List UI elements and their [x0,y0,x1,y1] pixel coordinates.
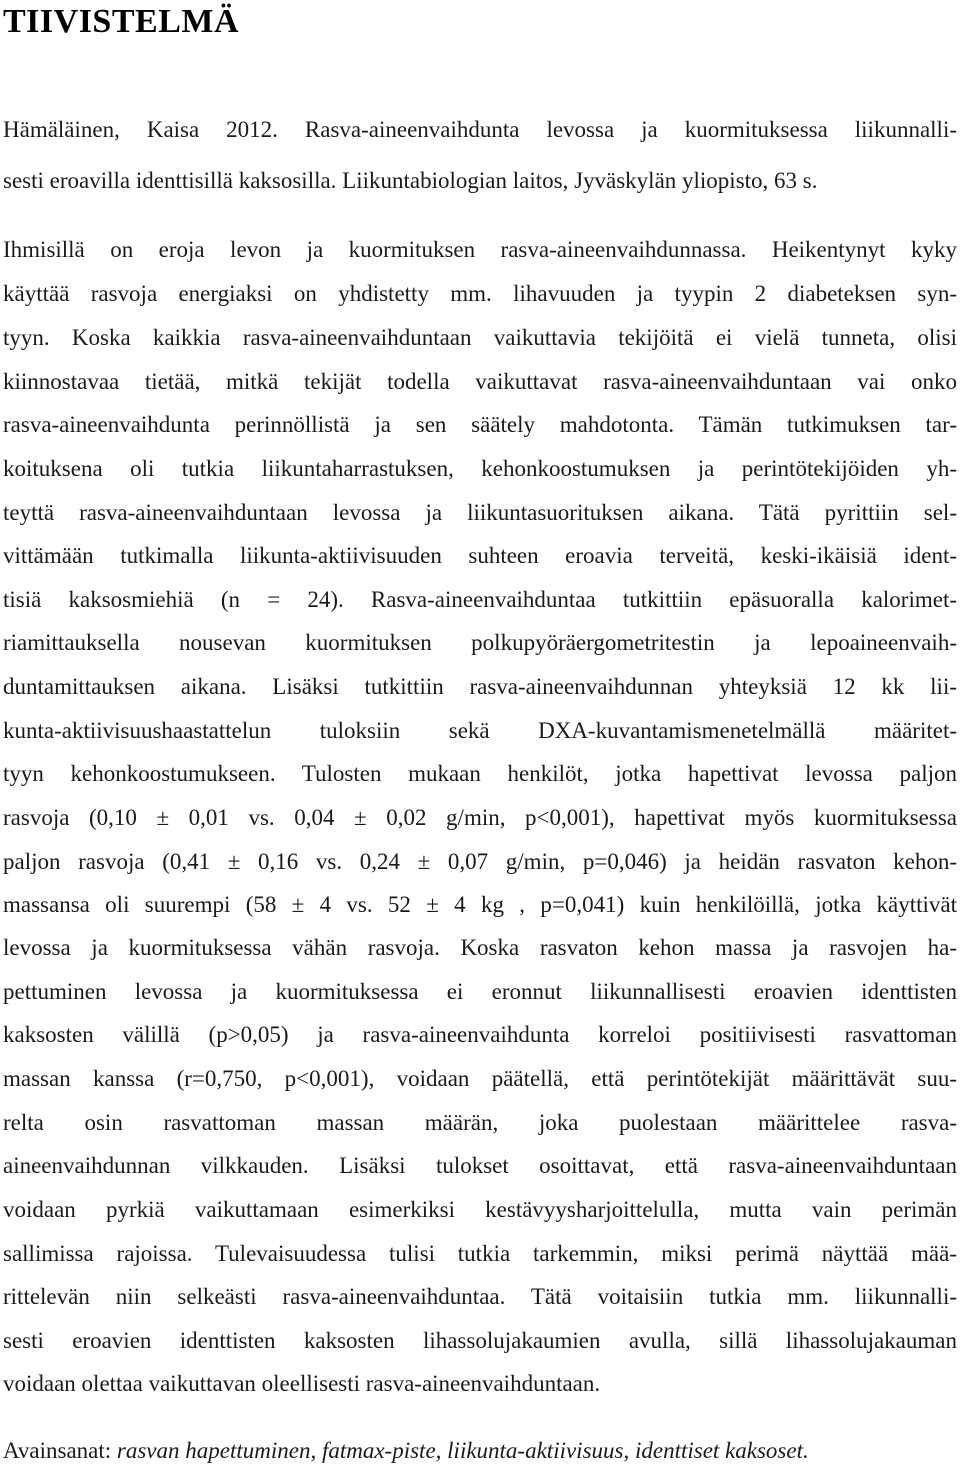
body-line: tyyn. Koska kaikkia rasva-aineenvaihduntaan vaikuttavia tekijöitä ei vielä tunneta, olisi [3,325,957,350]
body-line: massansa oli suurempi (58 ± 4 vs. 52 ± 4 kg , p=0,041) kuin henkilöillä, jotka käyttivät [3,892,957,917]
body-line: riamittauksella nousevan kuormituksen polkupyöräergometritestin ja lepoaineenvaih- [3,630,957,655]
body-line: duntamittauksen aikana. Lisäksi tutkittiin rasva-aineenvaihdunnan yhteyksiä 12 kk lii- [3,674,957,699]
body-line: käyttää rasvoja energiaksi on yhdistetty mm. lihavuuden ja tyypin 2 diabeteksen syn- [3,281,957,306]
body-line: pettuminen levossa ja kuormituksessa ei eronnut liikunnallisesti eroavien identtisten [3,979,957,1004]
body-line: Ihmisillä on eroja levon ja kuormituksen rasva-aineenvaihdunnassa. Heikentynyt kyky [3,237,957,262]
reference-line-1: Hämäläinen, Kaisa 2012. Rasva-aineenvaihdunta levossa ja kuormituksessa liikunnalli- [3,117,957,142]
body-line: rittelevän niin selkeästi rasva-aineenvaihduntaa. Tätä voitaisiin tutkia mm. liikunnalli- [3,1284,957,1309]
body-line: massan kanssa (r=0,750, p<0,001), voidaan päätellä, että perintötekijät määrittävät suu- [3,1066,957,1091]
body-line: relta osin rasvattoman massan määrän, joka puolestaan määrittelee rasva- [3,1110,957,1135]
body-line: kaksosten välillä (p>0,05) ja rasva-aineenvaihdunta korreloi positiivisesti rasvattoman [3,1022,957,1047]
body-line: teyttä rasva-aineenvaihduntaan levossa ja liikuntasuorituksen aikana. Tätä pyrittiin sel- [3,500,957,525]
body-line: sallimissa rajoissa. Tulevaisuudessa tulisi tutkia tarkemmin, miksi perimä näyttää mää- [3,1241,957,1266]
body-line: rasvoja (0,10 ± 0,01 vs. 0,04 ± 0,02 g/min, p<0,001), hapettivat myös kuormituksessa [3,805,957,830]
body-line: kiinnostavaa tietää, mitkä tekijät todella vaikuttavat rasva-aineenvaihduntaan vai onko [3,369,957,394]
body-line: koituksena oli tutkia liikuntaharrastuksen, kehonkoostumuksen ja perintötekijöiden yh- [3,456,957,481]
body-line: voidaan olettaa vaikuttavan oleellisesti rasva-aineenvaihduntaan. [3,1371,601,1396]
reference-line-2: sesti eroavilla identtisillä kaksosilla. Liikuntabiologian laitos, Jyväskylän yliopisto, 63 s. [3,168,818,193]
body-line: levossa ja kuormituksessa vähän rasvoja. Koska rasvaton kehon massa ja rasvojen ha- [3,935,957,960]
body-line: kunta-aktiivisuushaastattelun tuloksiin sekä DXA-kuvantamismenetelmällä määritet- [3,718,957,743]
body-line: voidaan pyrkiä vaikuttamaan esimerkiksi kestävyysharjoittelulla, mutta vain perimän [3,1197,957,1222]
body-line: rasva-aineenvaihdunta perinnöllistä ja sen säätely mahdotonta. Tämän tutkimuksen tar- [3,412,957,437]
page-title: TIIVISTELMÄ [3,3,240,40]
body-line: paljon rasvoja (0,41 ± 0,16 vs. 0,24 ± 0,07 g/min, p=0,046) ja heidän rasvaton kehon- [3,849,957,874]
body-line: aineenvaihdunnan vilkkauden. Lisäksi tulokset osoittavat, että rasva-aineenvaihduntaan [3,1153,957,1178]
body-line: vittämään tutkimalla liikunta-aktiivisuuden suhteen eroavia terveitä, keski-ikäisiä ident- [3,543,957,568]
keywords-line [3,1436,957,1466]
keywords-label: Avainsanat: [3,1438,117,1463]
keywords-value: rasvan hapettuminen, fatmax-piste, liikunta-aktiivisuus, identtiset kaksoset. [116,1438,809,1463]
body-line: sesti eroavien identtisten kaksosten lihassolujakaumien avulla, sillä lihassolujakauman [3,1328,957,1353]
body-line: tyyn kehonkoostumukseen. Tulosten mukaan henkilöt, jotka hapettivat levossa paljon [3,761,957,786]
body-line: tisiä kaksosmiehiä (n = 24). Rasva-aineenvaihduntaa tutkittiin epäsuoralla kalorimet- [3,587,957,612]
